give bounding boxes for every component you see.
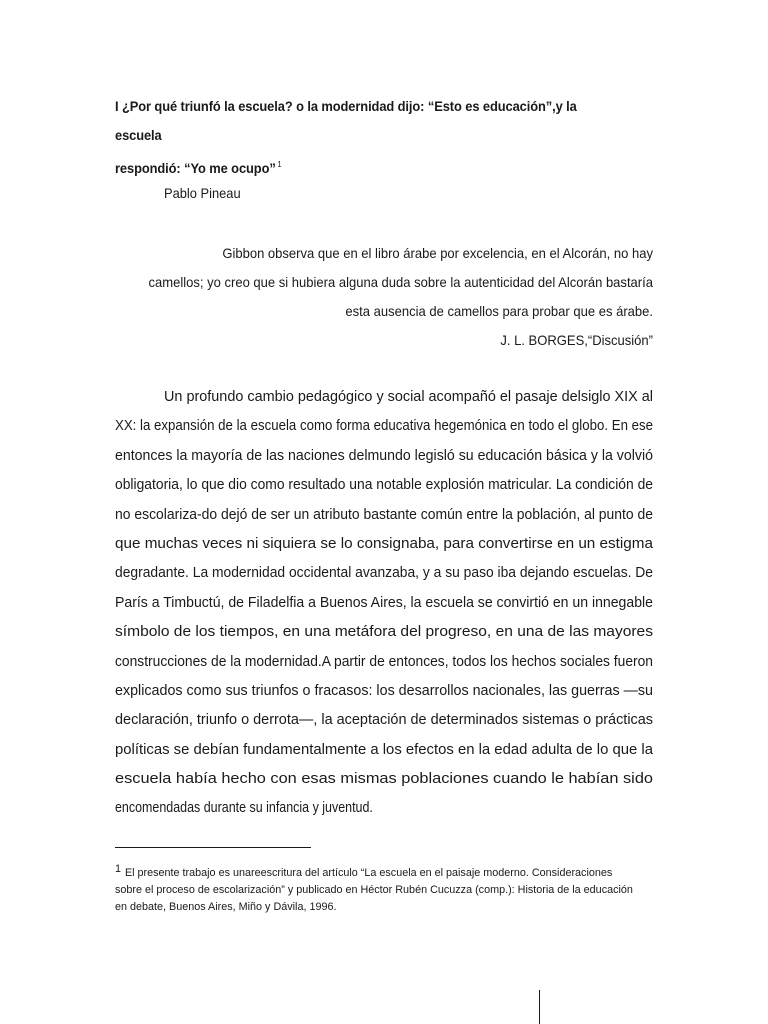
- paragraph-line: XX: la expansión de la escuela como forma educativa hegemónica en todo el globo. En ese: [115, 418, 654, 435]
- paragraph-line: símbolo de los tiempos, en una metáfora del progreso, en una de las mayores: [115, 624, 653, 641]
- paragraph-line: que muchas veces ni siquiera se lo consignaba, para convertirse en un estigma: [115, 535, 653, 552]
- author-name: Pablo Pineau: [164, 185, 241, 201]
- footnote-line: en debate, Buenos Aires, Miño y Dávila, 1996.: [115, 901, 337, 913]
- chapter-title-line-2: respondió: “Yo me ocupo”: [115, 160, 276, 176]
- paragraph-line: Un profundo cambio pedagógico y social acompañó el pasaje delsiglo XIX al: [164, 389, 653, 405]
- epigraph-attribution: J. L. BORGES,“Discusión”: [500, 332, 653, 348]
- paragraph-line: no escolariza-do dejó de ser un atributo bastante común entre la población, al punto de: [115, 506, 653, 523]
- paragraph-line: encomendadas durante su infancia y juventud.: [115, 800, 373, 817]
- paragraph-line: degradante. La modernidad occidental avanzaba, y a su paso iba dejando escuelas. De: [115, 565, 654, 582]
- footnote-line: $^1$ El presente trabajo es unareescritura del artículo “La escuela en el paisaje moderno. Consideraciones: [115, 863, 613, 879]
- epigraph-line: Gibbon observa que en el libro árabe por excelencia, en el Alcorán, no hay: [222, 245, 653, 261]
- epigraph: [93, 239, 653, 355]
- footnote-line: sobre el proceso de escolarización” y publicado en Héctor Rubén Cucuzza (comp.): Historia de la educación: [115, 884, 633, 896]
- paragraph-line: políticas se debían fundamentalmente a los efectos en la edad adulta de lo que la: [115, 741, 654, 758]
- footnote-reference[interactable]: 1: [277, 160, 282, 169]
- paragraph-line: explicados como sus triunfos o fracasos: los desarrollos nacionales, las guerras —su: [115, 682, 653, 699]
- epigraph-line: camellos; yo creo que si hubiera alguna duda sobre la autenticidad del Alcorán bastaría: [148, 274, 653, 290]
- body-paragraph: [115, 383, 653, 824]
- paragraph-line: construcciones de la modernidad.A partir de entonces, todos los hechos sociales fueron: [115, 653, 653, 670]
- epigraph-line: esta ausencia de camellos para probar que es árabe.: [345, 303, 653, 319]
- chapter-title-line-1: I ¿Por qué triunfó la escuela? o la modernidad dijo: “Esto es educación”,y la escuela: [115, 98, 577, 143]
- footnote-number: 1: [115, 863, 122, 875]
- text-cursor: [539, 990, 540, 1024]
- paragraph-line: entonces la mayoría de las naciones delmundo legisló su educación básica y la volvió: [115, 447, 653, 464]
- paragraph-line: escuela había hecho con esas mismas poblaciones cuando le habían sido: [115, 771, 654, 788]
- paragraph-line: París a Timbuctú, de Filadelfia a Buenos Aires, la escuela se convirtió en un innegable: [115, 594, 653, 611]
- chapter-title: [115, 92, 612, 183]
- paragraph-line: declaración, triunfo o derrota—, la aceptación de determinados sistemas o prácticas: [115, 712, 654, 729]
- footnote-separator: [115, 847, 311, 848]
- footnote: [115, 861, 655, 916]
- paragraph-line: obligatoria, lo que dio como resultado una notable explosión matricular. La condición de: [115, 477, 653, 494]
